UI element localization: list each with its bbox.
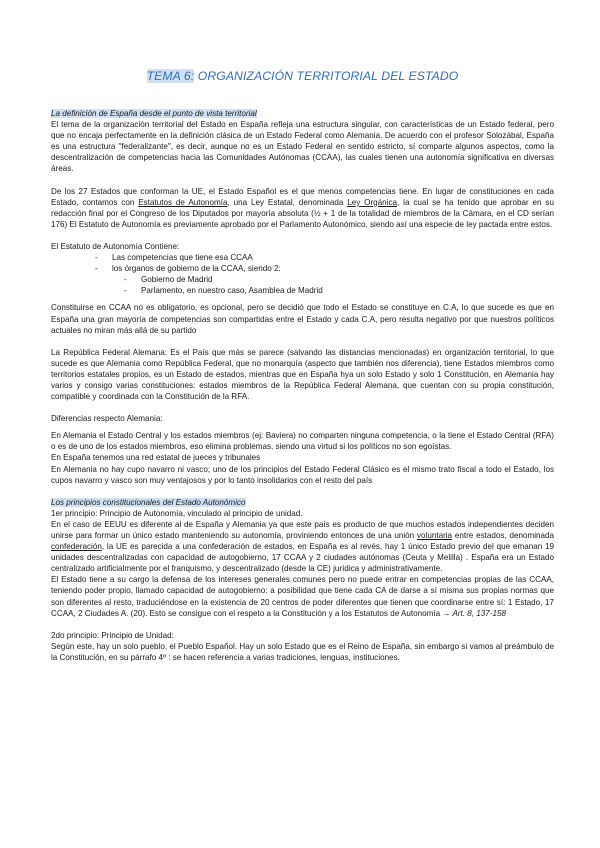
paragraph-intro: El tema de la organización territorial del Estado en España refleja una estructura singular, con características de un Estado federal, pero que no encaja perfectamente en la definición clásica de un Estado Federal como Alemania. De acuerdo con el profesor Solozábal, España es una estructura "federalizante", es decir, aunque no es un Estado Federal en sentido estricto, sí comparte algunos aspectos, como la descentralización de competencias hacia las Comunidades Autónomas (CCAA), las cuales tienen una autonomía significativa en diversas áreas. xyxy=(51,120,554,174)
paragraph-eeuu xyxy=(51,519,554,574)
pr1-text-a: En el caso de EEUU es diferente al de España y Alemania ya que este país es producto de que muchos estados independientes deciden unirse para formar un único estado manteniendo su autonomía, proviniendo entonces de una unión xyxy=(51,519,554,540)
list-intro: El Estatuto de Autonomía Contiene: xyxy=(51,241,180,251)
pr1-text-c: , la UE es parecida a una confederación de estados, en España es al revés, hay 1 único Estado previo del que emanan 19 unidades descentralizadas con capacidad de autogobierno, 17 CCAA y 2 ciudades autónomas (Ceuta y Melilla) . España era un Estado centralizado artificialmente por el franquismo, y descentralizado (desde la CE) jurídica y administrativamente. xyxy=(51,542,554,574)
paragraph-autogobierno xyxy=(51,574,554,618)
difference-item: En España tenemos una red estatal de jueces y tribunales xyxy=(51,453,261,463)
p2-text-b: , una Ley Estatal, denominada xyxy=(227,197,348,207)
sublist-item: - Gobierno de Madrid xyxy=(124,274,554,285)
estatuto-contents-list xyxy=(51,252,554,296)
p2-text-c: , la cual se ha tenido que aprobar en su redacción final por el Congreso de los Diputados por mayoría absoluta (½ + 1 de la totalidad de miembros de la Cámara, en el CD serían 176) El Estatuto de Autonomía es previamente aprobado por el Parlamento Autonómico, siendo así una especie de ley pactada entre estos. xyxy=(51,197,554,229)
paragraph-constituirse: Constituirse en CCAA no es obligatorio, es opcional, pero se decidió que todo el Estado se constituye en C.A, lo que sucede es que en España una gran mayoría de competencias son compartidas entre el Estado y cada C.A, pero resulta negativo por que nuestros políticos actuales no miran más allá de su partido xyxy=(51,303,554,335)
list-item: - Las competencias que tiene esa CCAA xyxy=(95,252,554,263)
difference-item: En Alemania no hay cupo navarro ni vasco; uno de los principios del Estado Federal Clásico es el mismo trato fiscal a todo el Estado, los cupos navarro y vasco son muy ventajosos y por lo tanto insolidarios con el resto del país xyxy=(51,464,554,485)
organos-sublist xyxy=(112,274,554,296)
title-prefix: TEMA 6: xyxy=(146,69,195,83)
sublist-item: - Parlamento, en nuestro caso, Asamblea de Madrid xyxy=(124,285,554,296)
page-title xyxy=(51,68,554,84)
section-heading-principios xyxy=(51,497,554,508)
principle-1-heading: 1er principio: Principio de Autonomía, vinculado al principio de unidad. xyxy=(51,508,303,518)
differences-heading: Diferencias respecto Alemania: xyxy=(51,414,163,424)
pr1-text-b: entre estados, denominada xyxy=(452,531,554,540)
list-item xyxy=(95,263,554,296)
estatutos-link[interactable]: Estatutos de Autonomía xyxy=(138,197,228,207)
ley-organica-link[interactable]: Ley Orgánica xyxy=(347,197,398,207)
confederacion-term: confederación xyxy=(51,542,102,552)
principle-2-heading: 2do principio: Principio de Unidad: xyxy=(51,630,174,640)
p2-text-a: De los 27 Estados que conforman la UE, el Estado Español es el que menos competencias tiene. En lugar de constituciones en cada Estado, contamos con xyxy=(51,186,554,207)
paragraph-alemania: La República Federal Alemana: Es el País que más se parece (salvando las distancias mencionadas) en organización territorial, lo que sucede es que Alemania como República Federal, que no monarquía (aspecto que también nos diferencia), tiene Estados miembros como territorios estatales propios, es un Estado de estados, mientras que en España hya un solo Estado y solo 1 Constitución, en Alemania hay varios y consigo varias constituciones: estados miembros de la República Federal Alemana, que cuentan con su propia constitución, compatible y coordinada con la Constitución de la RFA. xyxy=(51,347,554,402)
section-heading-definicion xyxy=(51,108,554,119)
paragraph-estados-ue xyxy=(51,186,554,230)
section-heading-text: La definición de España desde el punto de vista territorial xyxy=(51,109,257,118)
voluntaria-term: voluntaria xyxy=(416,531,453,540)
article-reference: → Art. 8, 137-158 xyxy=(442,608,507,618)
pr1-text2-a: El Estado tiene a su cargo la defensa de los intereses generales comunes pero no puede entrar en competencias propias de las CCAA, teniendo poder propio, llamado capacidad de autogobierno: a posibilidad que tiene cada CA de darse a sí misma sus propias normas que son diferentes al resto, traduciéndose en la existencia de 20 centros de poder diferentes que tienen que coordinarse entre sí: 1 Estado, 17 CCAA, 2 Ciudades A. (20). Esto se consigue con el respeto a la Constitución y a los Estatutos de Autonomía xyxy=(51,575,554,618)
list-item-label: los órganos de gobierno de la CCAA, siendo 2: xyxy=(112,264,281,274)
title-text: ORGANIZACIÓN TERRITORIAL DEL ESTADO xyxy=(194,69,459,83)
section-heading-text: Los principios constitucionales del Estado Autonómico xyxy=(51,497,246,507)
difference-item: En Alemania el Estado Central y los estados miembros (ej: Baviera) no comparten ninguna competencia, o la tiene el Estado Central (RFA) o es de uno de los estados miembros, eso elimina problemas, siendo una virtud si los políticos no son egoístas. xyxy=(51,431,554,452)
paragraph-unidad: Según este, hay un solo pueblo, el Pueblo Español. Hay un solo Estado que es el Reino de España, sin embargo si vamos al preámbulo de la Constitución, en su párrafo 4º : se hacen referencia a varias tradiciones, lenguas, instituciones. xyxy=(51,641,554,662)
